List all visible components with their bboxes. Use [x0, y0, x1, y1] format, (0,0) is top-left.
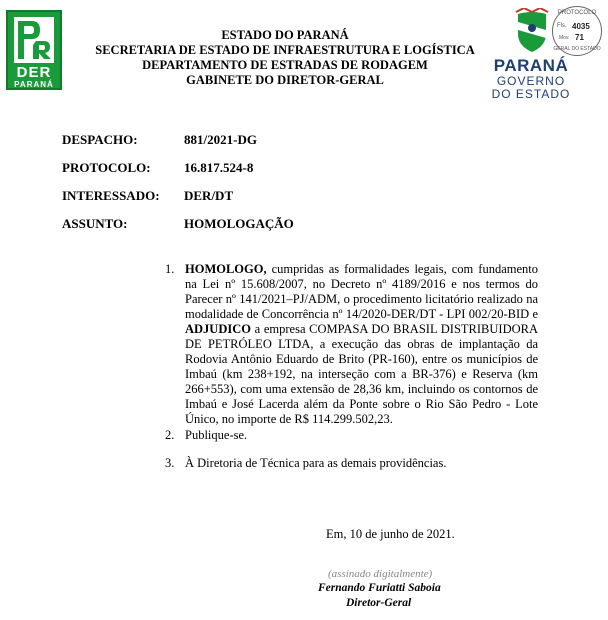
- item-2-text: Publique-se.: [185, 428, 248, 442]
- field-value-despacho: 881/2021-DG: [184, 132, 257, 147]
- signatory-name: Fernando Furiatti Saboia: [318, 582, 441, 594]
- header-line-2: SECRETARIA DE ESTADO DE INFRAESTRUTURA E LOGÍSTICA: [95, 43, 475, 57]
- item-1-text-2: a empresa COMPASA DO BRASIL DISTRIBUIDORA DE PETRÓLEO LTDA, a execução das obras de implantação da Rodovia Antônio Eduardo de Brito (PR-160), entre os municípios de Imbaú (km 238+192, na interseção com a BR-376) e Reserva (km 266+553), com uma extensão de 28,36 km, incluindo os contornos de Imbaú e José Lacerda além da Ponte sobre o Rio São Pedro - Lote Único, no importe de R$ 114.299.502,23.: [185, 322, 538, 426]
- field-label-despacho: DESPACHO:: [62, 132, 138, 147]
- parana-logo-gov-line-1: GOVERNO: [496, 74, 566, 88]
- parana-logo-gov-line-2: DO ESTADO: [491, 87, 571, 101]
- field-value-interessado: DER/DT: [184, 188, 234, 203]
- stamp-mov: 71: [575, 33, 584, 42]
- item-1-number: 1.: [165, 262, 175, 276]
- item-1-text-1: cumpridas as formalidades legais, com fundamento na Lei nº 15.608/2007, no Decreto nº 4189/2016 e nos termos do Parecer nº 141/2021–PJ/ADM, o procedimento licitatório realizado na modalidade de Concorrência nº 14/2020-DER/DT - LPI 002/20-BID e: [185, 262, 538, 321]
- parana-coat-of-arms-icon: [512, 8, 552, 54]
- parana-logo-name: PARANÁ: [493, 56, 569, 75]
- item-2-number: 2.: [165, 428, 175, 442]
- header-line-4: GABINETE DO DIRETOR-GERAL: [186, 73, 384, 87]
- stamp-number: 4035: [572, 22, 590, 31]
- header-line-1: ESTADO DO PARANÁ: [221, 28, 349, 42]
- header-line-3: DEPARTAMENTO DE ESTRADAS DE RODAGEM: [142, 58, 428, 72]
- document-date: Em, 10 de junho de 2021.: [326, 527, 455, 541]
- field-label-interessado: INTERESSADO:: [62, 188, 160, 203]
- der-logo: [6, 10, 62, 90]
- der-logo-text: DER: [16, 64, 52, 81]
- stamp-bottom: GERAL DO ESTADO: [553, 46, 601, 52]
- stamp-mov-label: Mov.: [559, 35, 570, 41]
- protocol-stamp: [552, 6, 602, 56]
- item-3-text: À Diretoria de Técnica para as demais providências.: [185, 456, 447, 470]
- signature-note: (assinado digitalmente): [328, 568, 433, 580]
- stamp-title: PROTOCOLO: [557, 10, 597, 16]
- item-1-bold-homologo: HOMOLOGO,: [185, 262, 267, 276]
- stamp-number-label: Fls.: [557, 23, 567, 29]
- item-3-number: 3.: [165, 456, 175, 470]
- field-value-assunto: HOMOLOGAÇÃO: [184, 216, 294, 231]
- item-1-paragraph: [185, 262, 538, 427]
- item-1-bold-adjudico: ADJUDICO: [185, 322, 251, 336]
- signatory-role: Diretor-Geral: [346, 597, 412, 609]
- der-logo-subtext: PARANÁ: [14, 80, 54, 89]
- field-label-protocolo: PROTOCOLO:: [62, 160, 151, 175]
- field-label-assunto: ASSUNTO:: [62, 216, 128, 231]
- der-emblem-icon: [14, 17, 54, 63]
- field-value-protocolo: 16.817.524-8: [184, 160, 254, 175]
